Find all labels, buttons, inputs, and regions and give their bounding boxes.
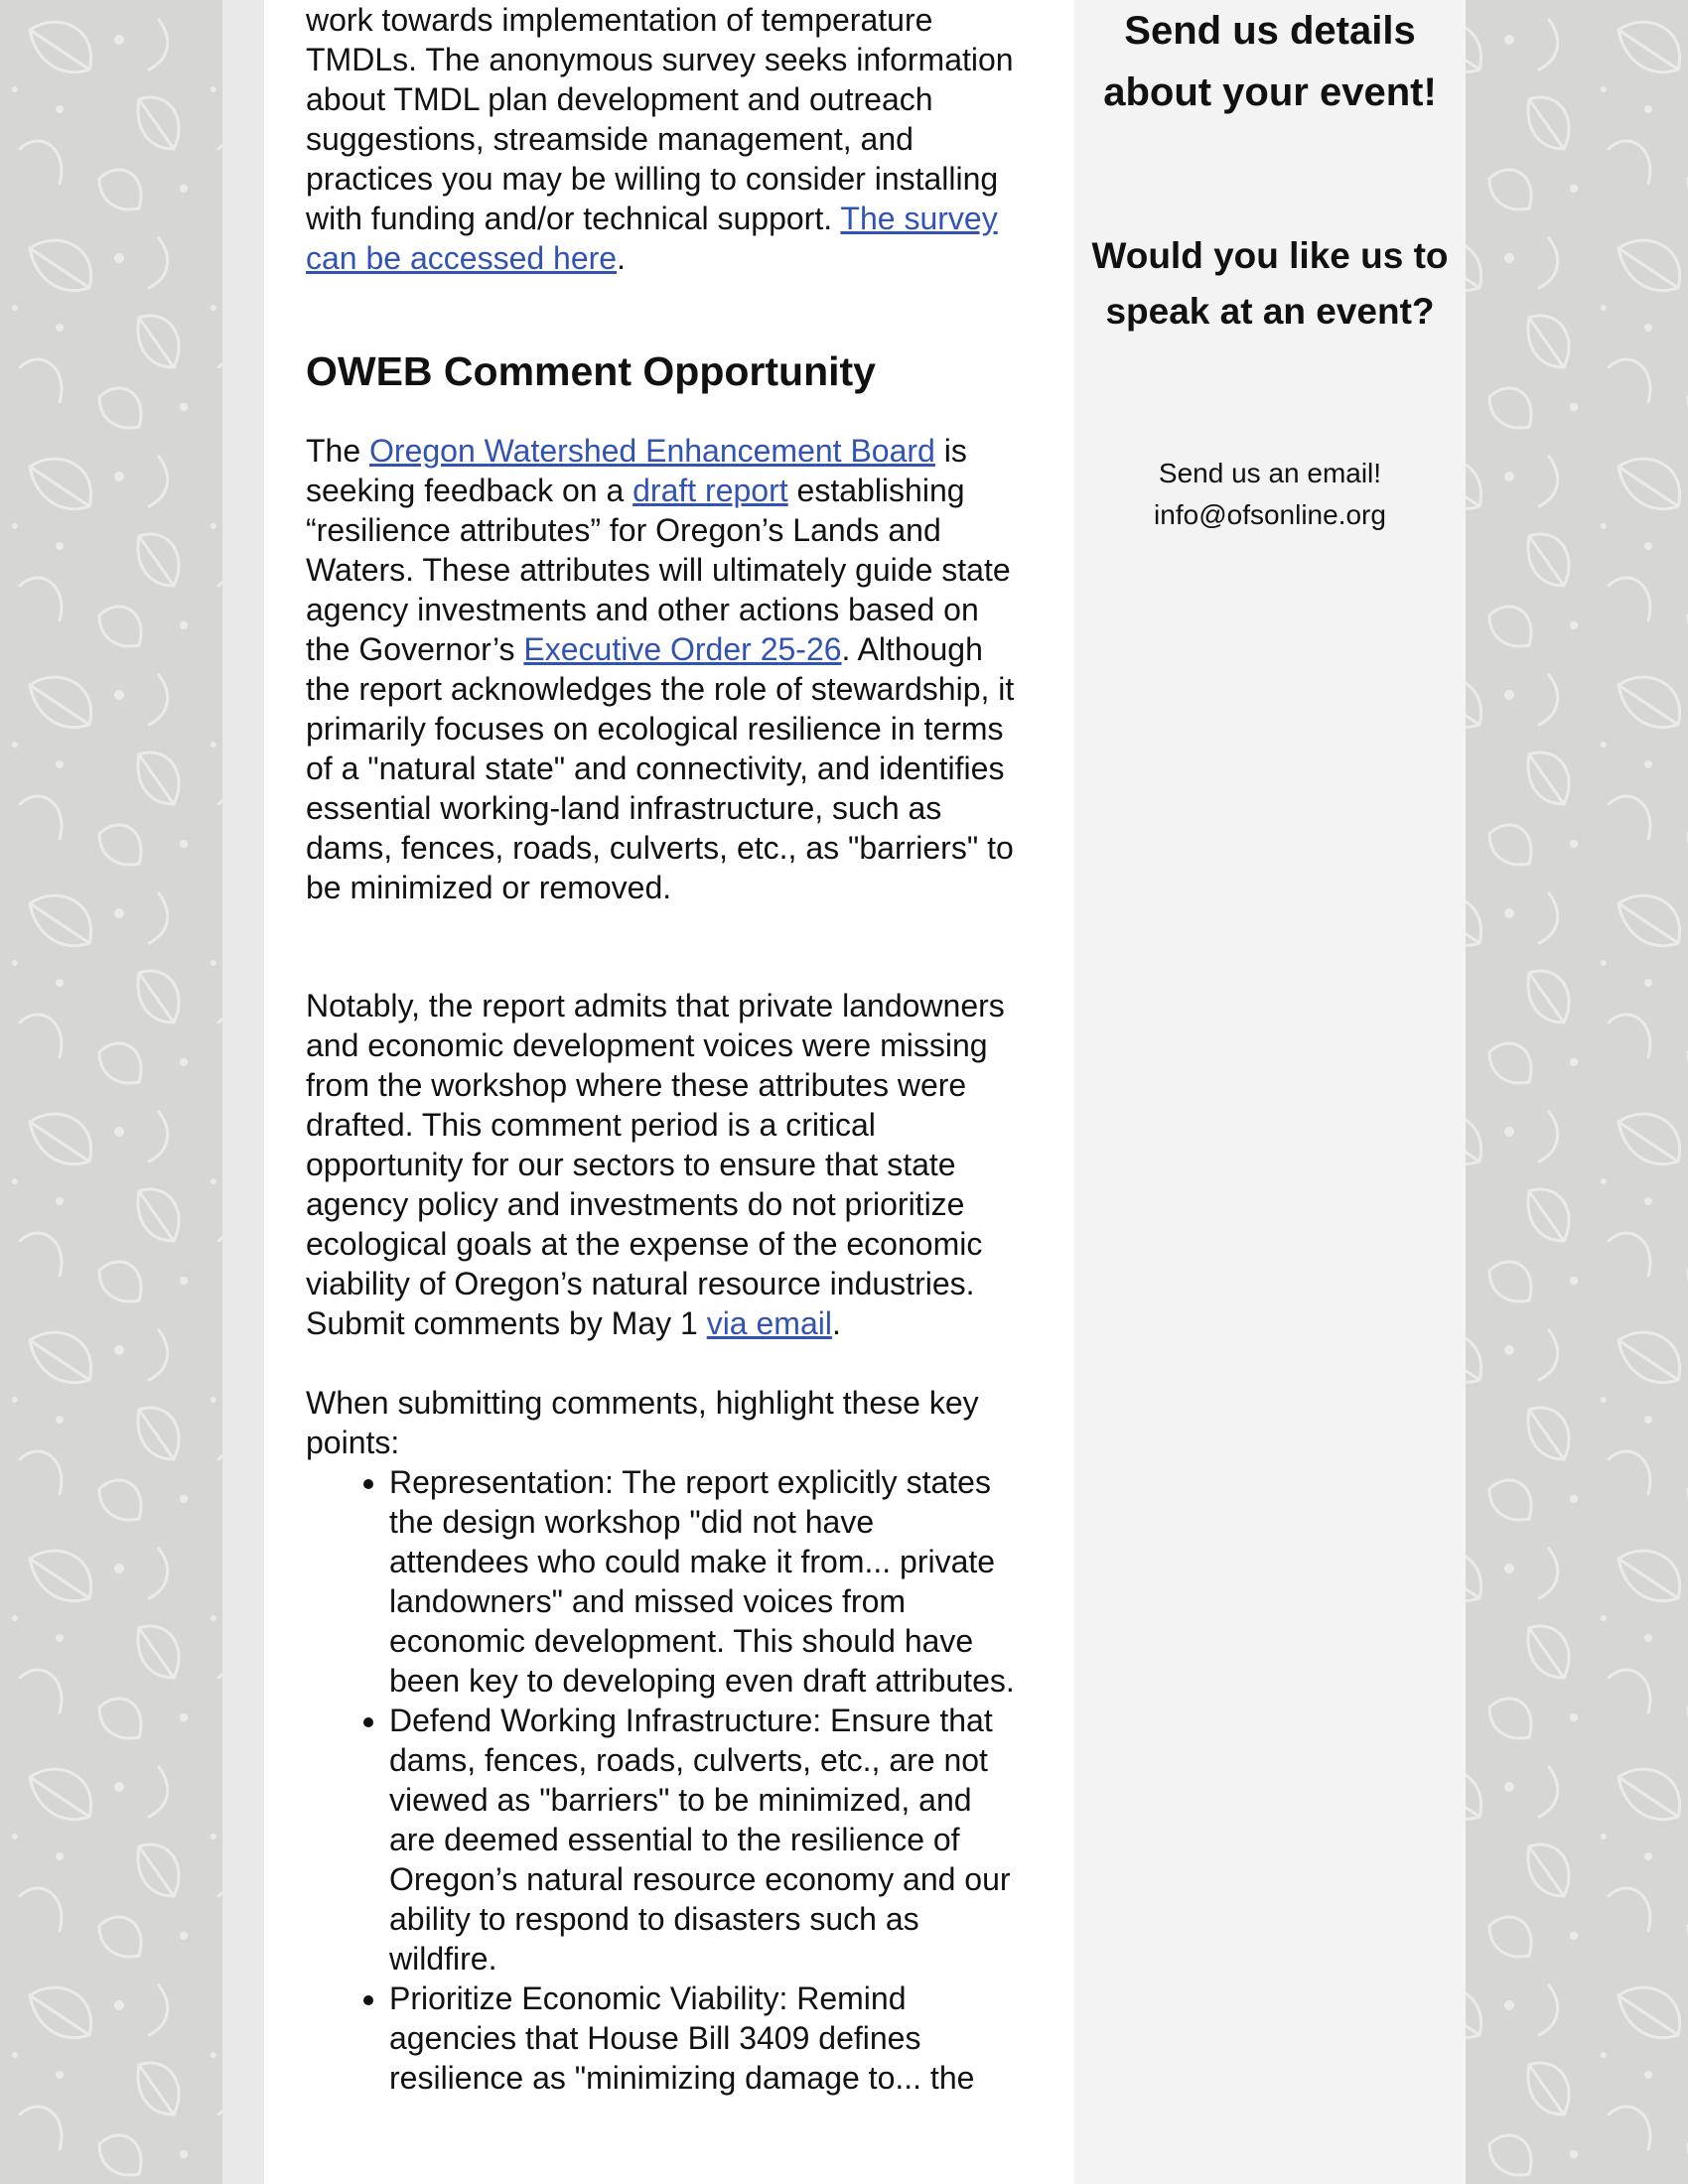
oweb-text-1: The [306, 433, 370, 469]
via-email-link[interactable]: via email [706, 1305, 832, 1341]
notably-text: Notably, the report admits that private landowners and economic development voices were missing from the workshop where these attributes were drafted. This comment period is a critical opportunity for our sectors to ensure that state agency policy and investments do not prioritize ecological goals at the expense of the economic viability of Oregon’s natural resource industries. Submit comments by May 1 [306, 988, 1005, 1341]
notably-period: . [831, 1305, 841, 1341]
survey-period: . [617, 240, 626, 276]
sidebar [1074, 0, 1466, 2184]
key-points-intro: When submitting comments, highlight these key points: [306, 1385, 979, 1460]
list-item: • Prioritize Economic Viability: Remind agencies that House Bill 3409 defines resilience as "minimizing damage to... the [389, 1979, 1021, 2098]
survey-paragraph [306, 0, 1021, 278]
oweb-text-2: is seeking feedback on a [306, 433, 967, 508]
list-item: • Defend Working Infrastructure: Ensure that dams, fences, roads, culverts, etc., are not viewed as "barriers" to be minimized, and are deemed essential to the resilience of Oregon’s natural resource economy and our ability to respond to disasters such as wildfire. [389, 1701, 1021, 1979]
survey-link[interactable]: The survey can be accessed here [306, 201, 998, 276]
oweb-board-link[interactable]: Oregon Watershed Enhancement Board [369, 433, 935, 469]
list-item: • Representation: The report explicitly states the design workshop "did not have attendees who could make it from... private landowners" and missed voices from economic development. This should have been key to developing even draft attributes. [389, 1462, 1021, 1701]
oweb-text-3: establishing “resilience attributes” for Oregon’s Lands and Waters. These attributes will ultimately guide state agency investments and other actions based on the Governor’s [306, 473, 1011, 667]
sidebar-contact [1074, 453, 1466, 536]
sidebar-email-prompt: Send us an email! [1158, 458, 1382, 488]
executive-order-link[interactable]: Executive Order 25-26 [523, 631, 842, 667]
sidebar-speak-heading: Would you like us to speak at an event? [1091, 235, 1449, 332]
oweb-paragraph [306, 431, 1031, 907]
key-points-list [306, 1462, 1021, 2098]
sidebar-email-address[interactable]: info@ofsonline.org [1154, 499, 1386, 530]
notably-paragraph [306, 986, 1041, 1343]
survey-text: work towards implementation of temperature TMDLs. The anonymous survey seeks information about TMDL plan development and outreach suggestions, streamside management, and practices you may be willing to consider installing with funding and/or technical support. [306, 2, 1014, 236]
draft-report-link[interactable]: draft report [633, 473, 788, 508]
oweb-text-4: . Although the report acknowledges the role of stewardship, it primarily focuses on ecological resilience in terms of a "natural state" and connectivity, and identifies essential working-land infrastructure, such as dams, fences, roads, culverts, etc., as "barriers" to be minimized or removed. [306, 631, 1015, 905]
oweb-heading: OWEB Comment Opportunity [306, 348, 876, 394]
sidebar-event-heading: Send us details about your event! [1103, 9, 1437, 114]
